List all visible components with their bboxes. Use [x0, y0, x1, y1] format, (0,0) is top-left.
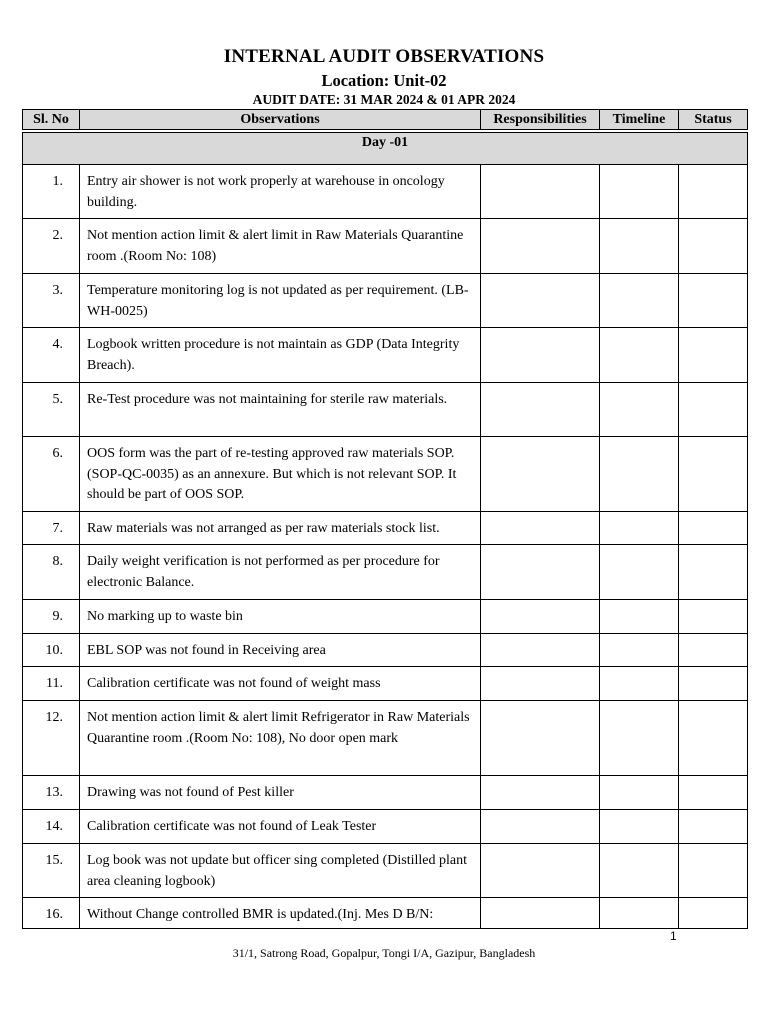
row-serial-number: 9.: [23, 600, 80, 634]
table-row: [23, 274, 748, 328]
row-serial-number: 11.: [23, 667, 80, 701]
row-status-cell: [679, 383, 748, 437]
row-status-cell: [679, 634, 748, 667]
row-status-cell: [679, 545, 748, 600]
day-row: [23, 133, 748, 165]
row-timeline-cell: [600, 898, 679, 929]
row-responsibilities-cell: [481, 898, 600, 929]
row-responsibilities-cell: [481, 274, 600, 328]
row-responsibilities-cell: [481, 512, 600, 545]
row-timeline-cell: [600, 512, 679, 545]
row-status-cell: [679, 600, 748, 634]
row-responsibilities-cell: [481, 776, 600, 810]
table-row: [23, 634, 748, 667]
audit-date-heading: AUDIT DATE: 31 MAR 2024 & 01 APR 2024: [252, 92, 516, 107]
row-timeline-cell: [600, 545, 679, 600]
row-timeline-cell: [600, 437, 679, 512]
table-row: [23, 437, 748, 512]
table-row: [23, 898, 748, 929]
column-header-timeline: Timeline: [600, 110, 679, 130]
table-row: [23, 810, 748, 844]
row-serial-number: 5.: [23, 383, 80, 437]
row-status-cell: [679, 437, 748, 512]
row-observation: Daily weight verification is not performed as per procedure for electronic Balance.: [80, 545, 481, 600]
row-responsibilities-cell: [481, 545, 600, 600]
row-responsibilities-cell: [481, 165, 600, 219]
row-responsibilities-cell: [481, 667, 600, 701]
row-responsibilities-cell: [481, 701, 600, 776]
table-header-row: [23, 110, 748, 130]
table-row: [23, 219, 748, 274]
row-responsibilities-cell: [481, 634, 600, 667]
row-serial-number: 6.: [23, 437, 80, 512]
row-observation: OOS form was the part of re-testing approved raw materials SOP. (SOP-QC-0035) as an annexure. But which is not relevant SOP. It should be part of OOS SOP.: [80, 437, 481, 512]
row-responsibilities-cell: [481, 383, 600, 437]
row-serial-number: 2.: [23, 219, 80, 274]
row-serial-number: 14.: [23, 810, 80, 844]
row-status-cell: [679, 274, 748, 328]
row-status-cell: [679, 512, 748, 545]
row-serial-number: 3.: [23, 274, 80, 328]
column-header-responsibilities: Responsibilities: [481, 110, 600, 130]
column-header-sl-no: Sl. No: [23, 110, 80, 130]
table-row: [23, 328, 748, 383]
row-timeline-cell: [600, 776, 679, 810]
row-status-cell: [679, 810, 748, 844]
row-timeline-cell: [600, 600, 679, 634]
row-serial-number: 13.: [23, 776, 80, 810]
row-observation: Re-Test procedure was not maintaining for sterile raw materials.: [80, 383, 481, 437]
row-timeline-cell: [600, 328, 679, 383]
row-timeline-cell: [600, 219, 679, 274]
row-timeline-cell: [600, 701, 679, 776]
observations-table: [22, 109, 748, 929]
row-status-cell: [679, 898, 748, 929]
row-serial-number: 8.: [23, 545, 80, 600]
row-status-cell: [679, 701, 748, 776]
table-row: [23, 776, 748, 810]
row-observation: Drawing was not found of Pest killer: [80, 776, 481, 810]
table-row: [23, 383, 748, 437]
row-observation: Temperature monitoring log is not updated as per requirement. (LB-WH-0025): [80, 274, 481, 328]
table-row: [23, 600, 748, 634]
day-label: Day -01: [23, 133, 748, 165]
row-timeline-cell: [600, 165, 679, 219]
column-header-observations: Observations: [80, 110, 481, 130]
row-status-cell: [679, 165, 748, 219]
document-title: INTERNAL AUDIT OBSERVATIONS: [223, 46, 545, 67]
row-responsibilities-cell: [481, 600, 600, 634]
row-status-cell: [679, 219, 748, 274]
row-timeline-cell: [600, 634, 679, 667]
row-serial-number: 16.: [23, 898, 80, 929]
row-observation: Log book was not update but officer sing completed (Distilled plant area cleaning logbook): [80, 844, 481, 898]
row-status-cell: [679, 667, 748, 701]
row-observation: EBL SOP was not found in Receiving area: [80, 634, 481, 667]
row-serial-number: 4.: [23, 328, 80, 383]
location-heading: Location: Unit-02: [321, 71, 447, 90]
row-observation: Logbook written procedure is not maintain as GDP (Data Integrity Breach).: [80, 328, 481, 383]
column-header-status: Status: [679, 110, 748, 130]
row-observation: Not mention action limit & alert limit in Raw Materials Quarantine room .(Room No: 108): [80, 219, 481, 274]
row-status-cell: [679, 844, 748, 898]
row-responsibilities-cell: [481, 328, 600, 383]
table-row: [23, 545, 748, 600]
row-serial-number: 7.: [23, 512, 80, 545]
page-number: 1: [670, 929, 677, 943]
row-responsibilities-cell: [481, 219, 600, 274]
row-responsibilities-cell: [481, 844, 600, 898]
footer-address: 31/1, Satrong Road, Gopalpur, Tongi I/A, Gazipur, Bangladesh: [232, 946, 536, 960]
row-observation: Without Change controlled BMR is updated.(Inj. Mes D B/N:: [80, 898, 481, 929]
row-timeline-cell: [600, 667, 679, 701]
row-serial-number: 1.: [23, 165, 80, 219]
row-responsibilities-cell: [481, 437, 600, 512]
row-serial-number: 15.: [23, 844, 80, 898]
table-row: [23, 667, 748, 701]
row-observation: Raw materials was not arranged as per raw materials stock list.: [80, 512, 481, 545]
row-timeline-cell: [600, 844, 679, 898]
row-timeline-cell: [600, 810, 679, 844]
row-observation: Entry air shower is not work properly at warehouse in oncology building.: [80, 165, 481, 219]
row-observation: Not mention action limit & alert limit Refrigerator in Raw Materials Quarantine room .(Room No: 108), No door open mark: [80, 701, 481, 776]
row-observation: No marking up to waste bin: [80, 600, 481, 634]
row-serial-number: 10.: [23, 634, 80, 667]
row-status-cell: [679, 776, 748, 810]
table-row: [23, 701, 748, 776]
row-serial-number: 12.: [23, 701, 80, 776]
table-row: [23, 165, 748, 219]
table-row: [23, 512, 748, 545]
row-responsibilities-cell: [481, 810, 600, 844]
table-row: [23, 844, 748, 898]
row-timeline-cell: [600, 383, 679, 437]
row-timeline-cell: [600, 274, 679, 328]
row-observation: Calibration certificate was not found of weight mass: [80, 667, 481, 701]
row-observation: Calibration certificate was not found of Leak Tester: [80, 810, 481, 844]
row-status-cell: [679, 328, 748, 383]
